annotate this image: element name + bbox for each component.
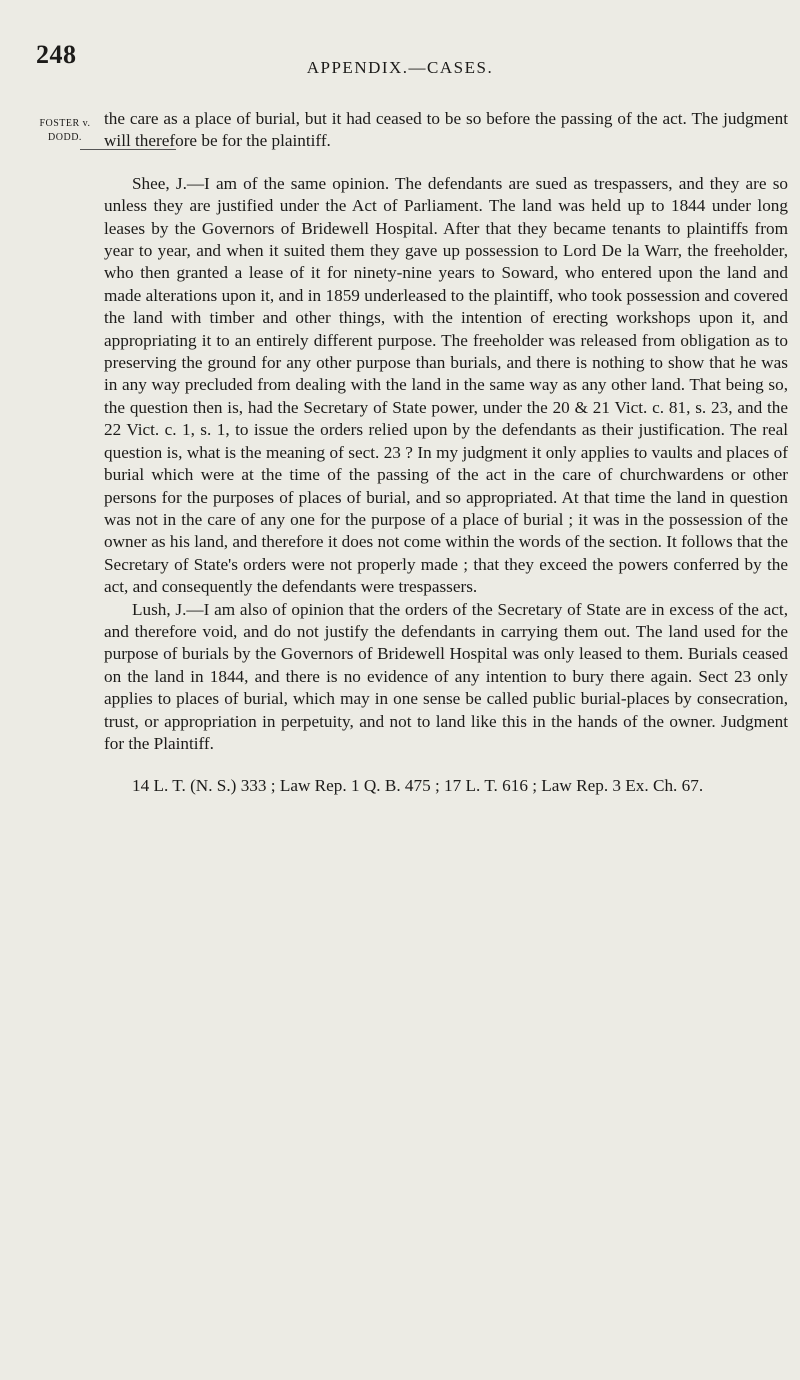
margin-note (36, 117, 94, 150)
page-number: 248 (36, 40, 77, 69)
paragraph-shee: Shee, J.—I am of the same opinion. The defendants are sued as trespassers, and they are so unless they are justified under the Act of Parliament. The land was held up to 1844 under long leases by the Governors of Bridewell Hospital. After that they became tenants to plaintiffs from year to year, and when it suited them they gave up possession to Lord De la Warr, the freeholder, who then granted a lease of it for ninety-nine years to Soward, who entered upon the land and made alterations upon it, and in 1859 underleased to the plaintiff, who took possession and covered the land with timber and other things, with the intention of erecting workshops upon it, and appropriating it to an entirely different purpose. The freeholder was released from obligation as to preserving the ground for any other purpose than burials, and there is nothing to show that he was in any way precluded from dealing with the land in the same way as any other land. That being so, the question then is, had the Secretary of State power, under the 20 & 21 Vict. c. 81, s. 23, and the 22 Vict. c. 1, s. 1, to issue the orders relied upon by the defendants as their justification. The real question is, what is the meaning of sect. 23 ? In my judgment it only applies to vaults and places of burial which were at the time of the passing of the act in the care of churchwardens or other persons for the purposes of places of burial, and so appropriated. At that time the land in question was not in the care of any one for the purpose of a place of burial ; it was in the possession of the owner as his land, and therefore it does not come within the words of the section. It follows that the Secretary of State's orders were not properly made ; that they exceed the powers conferred by the act, and consequently the defendants were trespassers. (104, 173, 788, 597)
body-text (104, 108, 788, 798)
running-head: APPENDIX.—CASES. (306, 58, 494, 77)
paragraph-continuation: the care as a place of burial, but it had ceased to be so before the passing of the act. The judgment will therefore be for the plaintiff. (104, 109, 788, 151)
case-name-line1: FOSTER v. (39, 118, 91, 129)
paragraph-citation: 14 L. T. (N. S.) 333 ; Law Rep. 1 Q. B. 475 ; 17 L. T. 616 ; Law Rep. 3 Ex. Ch. 67. (132, 776, 704, 796)
paragraph-lush: Lush, J.—I am also of opinion that the orders of the Secretary of State are in excess of the act, and therefore void, and do not justify the defendants in carrying them out. The land used for the purpose of burials by the Governors of Bridewell Hospital was only leased to them. Burials ceased on the land in 1844, and there is no evidence of any intention to bury there again. Sect 23 only applies to places of burial, which may in one sense be called public burial-places by consecration, trust, or appropriation in perpetuity, and not to land like this in the hands of the owner. Judgment for the Plaintiff. (104, 599, 788, 753)
case-name-line2: DODD. (48, 132, 82, 143)
